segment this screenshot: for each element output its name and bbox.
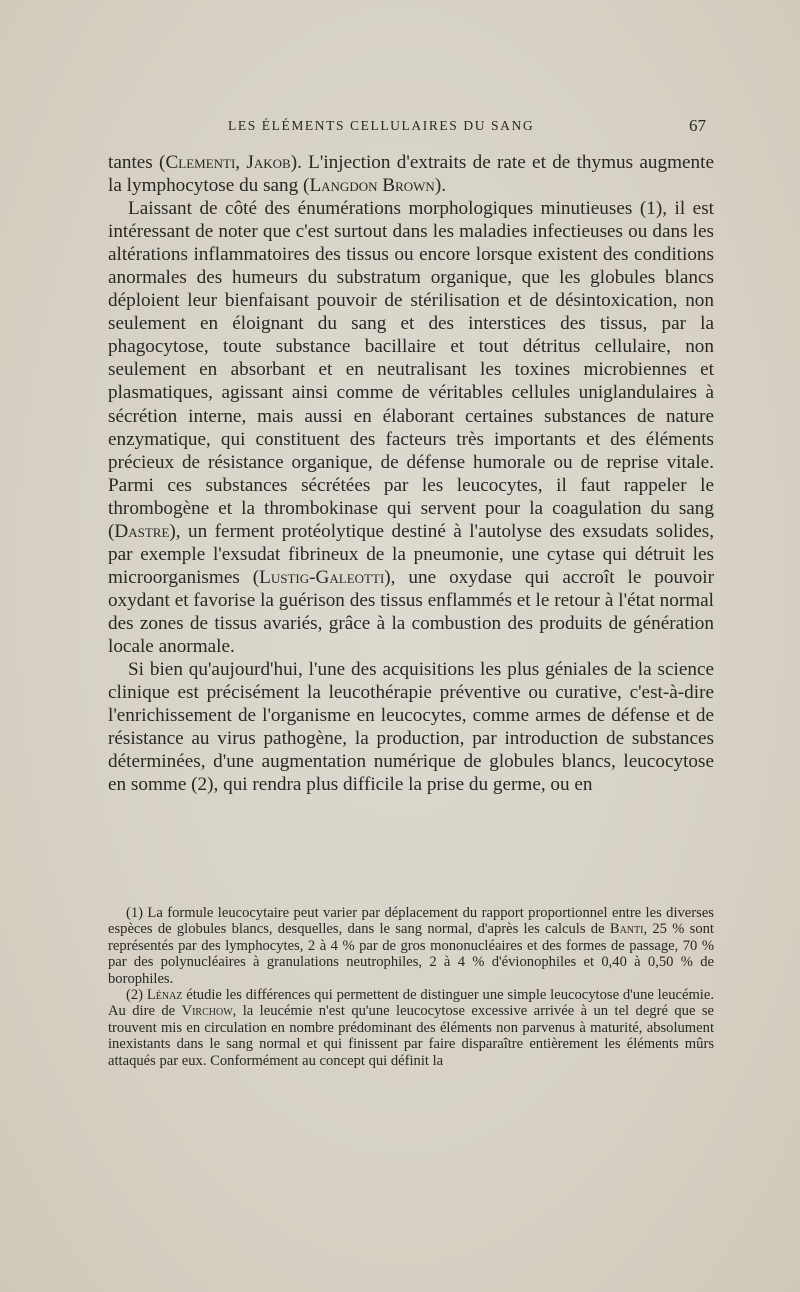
paragraph-3: Si bien qu'aujourd'hui, l'une des acquisitions les plus géniales de la science clinique est précisément la leucothérapie préventive ou curative, c'est-à-dire l'enrichissement de l'organisme en leucocytes, comme armes de défense et de résistance au virus pathogène, la production, par introduction de substances déterminées, d'une augmentation numérique de globules blancs, leucocytose en somme (2), qui rendra plus difficile la prise du germe, ou en: [108, 659, 714, 796]
author-name: Lénaz: [146, 987, 183, 1004]
text-run: ), une oxydase qui accroît le pouvoir oxydant et favorise la guérison des tissus enflammés et le retour à l'état normal des zones de tissus avariés, grâce à la combustion des produits de génération locale anormale.: [108, 566, 715, 657]
book-page: [108, 0, 714, 1292]
footnotes: [108, 905, 714, 1069]
text-run: , la leucémie n'est qu'une leucocytose excessive arrivée à un tel degré que se trouvent mis en circulation en nombre prédominant des éléments non parvenus à maturité, absolument inexistants dans le sang normal et qui finissent par faire disparaître entièrement les éléments mûrs attaqués par eux. Conformément au concept qui définit la: [108, 1003, 714, 1069]
author-name: Virchow: [181, 1003, 233, 1020]
author-name: Banti: [609, 921, 644, 938]
text-run: Laissant de côté des énumérations morphologiques minutieuses (1), il est intéressant de noter que c'est surtout dans les maladies infectieuses ou dans les altérations inflammatoires des tissus ou encore lorsque existent des conditions anormales des humeurs du substratum organique, que les globules blancs déploient leur bienfaisant pouvoir de stérilisation et de désintoxication, non seulement en éloignant du sang et des interstices des tissus, par la phagocytose, toute substance bacillaire et tout détritus cellulaire, non seulement en absorbant et en neutralisant les toxines microbiennes et plasmatiques, agissant ainsi comme de véritables cellules uniglandulaires à sécrétion interne, mais aussi en élaborant certaines substances de nature enzymatique, qui constituent des facteurs très importants et des éléments précieux de résistance organique, de défense humorale ou de reprise vitale. Parmi ces substances sécrétées par les leucocytes, il faut rappeler le thrombogène et la thrombokinase qui servent pour la coagulation du sang (: [108, 198, 714, 542]
paragraph-1: [108, 151, 714, 197]
running-title: LES ÉLÉMENTS CELLULAIRES DU SANG: [228, 118, 535, 133]
text-run: (2): [126, 987, 147, 1004]
text-run: , 25 % sont représentés par des lymphocytes, 2 à 4 % par de gros mononucléaires et des formes de passage, 70 % par des polynucléaires à granulations neutrophiles, 2 à 4 % d'évionophiles et 0,40 à 0,50 % de borophiles.: [108, 921, 714, 987]
text-run: (1) La formule leucocytaire peut varier par déplacement du rapport proportionnel entre les diverses espèces de globules blancs, desquelles, dans le sang normal, d'après les calculs de: [108, 905, 714, 938]
text-run: ), un ferment protéolytique destiné à l'autolyse des exsudats solides, par exemple l'exsudat fibrineux de la pneumonie, une cytase qui détruit les microorganismes (: [108, 520, 714, 588]
paragraph-2: [108, 197, 714, 658]
running-head: [108, 116, 714, 138]
footnote-1: [108, 905, 714, 987]
text-run: ). L'injection d'extraits de rate et de thymus augmente la lymphocytose du sang (: [108, 152, 714, 197]
author-name: Dastre: [114, 520, 170, 542]
page-number: 67: [689, 116, 706, 135]
footnote-2: [108, 987, 714, 1069]
text-run: ).: [434, 175, 446, 197]
author-name: Langdon Brown: [309, 175, 435, 197]
author-name: Clementi, Jakob: [165, 152, 291, 173]
body-text: [108, 151, 714, 796]
author-name: Lustig-Galeotti: [259, 566, 385, 588]
text-run: étudie les différences qui permettent de distinguer une simple leucocytose d'une leucémie. Au dire de: [108, 987, 714, 1020]
text-run: tantes (: [108, 152, 166, 173]
